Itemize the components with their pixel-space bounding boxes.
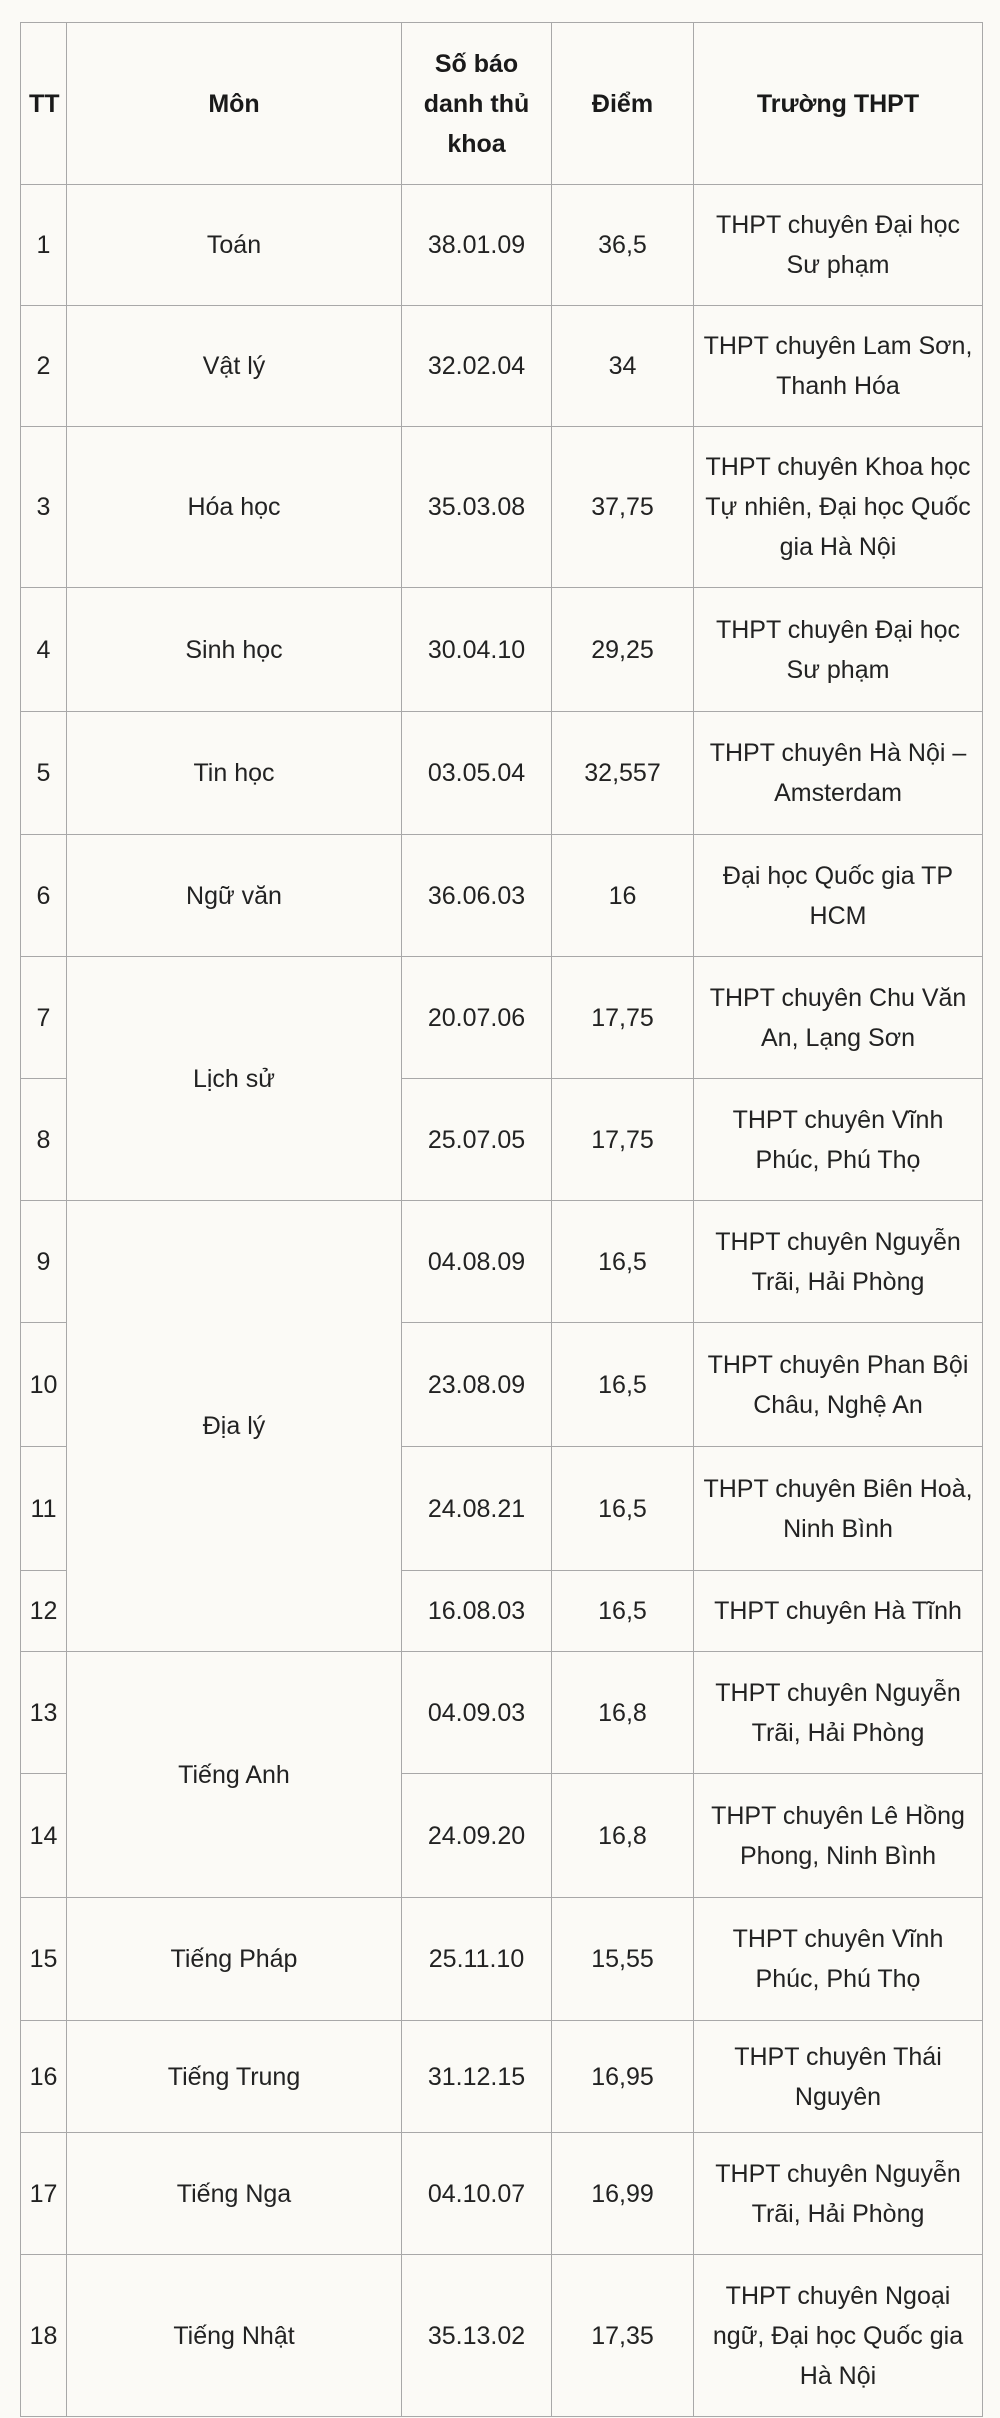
cell-sbd: 32.02.04 [402,306,552,427]
cell-sbd: 24.09.20 [402,1774,552,1898]
cell-sbd: 04.10.07 [402,2133,552,2255]
table-row [21,185,983,306]
cell-truong: THPT chuyên Thái Nguyên [694,2021,983,2133]
cell-sbd: 35.03.08 [402,427,552,588]
cell-sbd: 30.04.10 [402,588,552,712]
cell-tt: 3 [21,427,67,588]
table-row [21,1201,983,1323]
cell-mon: Ngữ văn [67,835,402,957]
cell-mon: Tiếng Nhật [67,2255,402,2417]
cell-truong: THPT chuyên Chu Văn An, Lạng Sơn [694,957,983,1079]
cell-diem: 17,75 [552,957,694,1079]
table-row [21,835,983,957]
cell-mon: Tiếng Pháp [67,1898,402,2021]
table-row [21,306,983,427]
cell-truong: THPT chuyên Phan Bội Châu, Nghệ An [694,1323,983,1447]
cell-diem: 29,25 [552,588,694,712]
cell-diem: 16,5 [552,1571,694,1652]
cell-mon: Lịch sử [67,957,402,1201]
cell-mon: Tiếng Trung [67,2021,402,2133]
cell-sbd: 16.08.03 [402,1571,552,1652]
cell-mon: Tiếng Anh [67,1652,402,1898]
cell-mon: Tiếng Nga [67,2133,402,2255]
cell-sbd: 31.12.15 [402,2021,552,2133]
cell-sbd: 25.07.05 [402,1079,552,1201]
cell-diem: 16,8 [552,1652,694,1774]
cell-tt: 15 [21,1898,67,2021]
cell-truong: THPT chuyên Nguyễn Trãi, Hải Phòng [694,2133,983,2255]
cell-sbd: 35.13.02 [402,2255,552,2417]
cell-tt: 13 [21,1652,67,1774]
header-truong: Trường THPT [694,23,983,185]
cell-diem: 16,8 [552,1774,694,1898]
table-row [21,427,983,588]
cell-truong: Đại học Quốc gia TP HCM [694,835,983,957]
cell-diem: 15,55 [552,1898,694,2021]
cell-truong: THPT chuyên Hà Nội – Amsterdam [694,712,983,835]
cell-sbd: 04.09.03 [402,1652,552,1774]
cell-tt: 14 [21,1774,67,1898]
cell-sbd: 24.08.21 [402,1447,552,1571]
table-row [21,1652,983,1774]
cell-diem: 34 [552,306,694,427]
cell-truong: THPT chuyên Khoa học Tự nhiên, Đại học Quốc gia Hà Nội [694,427,983,588]
cell-sbd: 36.06.03 [402,835,552,957]
cell-mon: Hóa học [67,427,402,588]
cell-diem: 16,5 [552,1447,694,1571]
cell-mon: Sinh học [67,588,402,712]
cell-tt: 7 [21,957,67,1079]
cell-truong: THPT chuyên Hà Tĩnh [694,1571,983,1652]
table-row [21,2021,983,2133]
cell-tt: 17 [21,2133,67,2255]
header-row [21,23,983,185]
cell-tt: 2 [21,306,67,427]
cell-diem: 17,75 [552,1079,694,1201]
cell-sbd: 38.01.09 [402,185,552,306]
table-row [21,588,983,712]
cell-tt: 5 [21,712,67,835]
cell-diem: 32,557 [552,712,694,835]
table-row [21,1898,983,2021]
cell-truong: THPT chuyên Đại học Sư phạm [694,185,983,306]
cell-truong: THPT chuyên Nguyễn Trãi, Hải Phòng [694,1201,983,1323]
cell-diem: 17,35 [552,2255,694,2417]
header-mon: Môn [67,23,402,185]
results-table [20,22,983,2417]
cell-diem: 16,99 [552,2133,694,2255]
cell-truong: THPT chuyên Đại học Sư phạm [694,588,983,712]
cell-tt: 11 [21,1447,67,1571]
table-row [21,957,983,1079]
cell-diem: 16,95 [552,2021,694,2133]
cell-tt: 18 [21,2255,67,2417]
cell-tt: 10 [21,1323,67,1447]
cell-diem: 16 [552,835,694,957]
header-sbd: Số báo danh thủ khoa [402,23,552,185]
cell-truong: THPT chuyên Vĩnh Phúc, Phú Thọ [694,1079,983,1201]
cell-truong: THPT chuyên Lam Sơn, Thanh Hóa [694,306,983,427]
cell-tt: 8 [21,1079,67,1201]
cell-diem: 16,5 [552,1323,694,1447]
cell-tt: 4 [21,588,67,712]
cell-truong: THPT chuyên Lê Hồng Phong, Ninh Bình [694,1774,983,1898]
cell-truong: THPT chuyên Biên Hoà, Ninh Bình [694,1447,983,1571]
cell-diem: 37,75 [552,427,694,588]
header-tt: TT [21,23,67,185]
cell-tt: 6 [21,835,67,957]
cell-sbd: 25.11.10 [402,1898,552,2021]
cell-sbd: 20.07.06 [402,957,552,1079]
table-row [21,712,983,835]
cell-truong: THPT chuyên Nguyễn Trãi, Hải Phòng [694,1652,983,1774]
header-diem: Điểm [552,23,694,185]
cell-mon: Tin học [67,712,402,835]
table-row [21,2255,983,2417]
cell-diem: 16,5 [552,1201,694,1323]
cell-tt: 1 [21,185,67,306]
cell-mon: Địa lý [67,1201,402,1652]
table-row [21,2133,983,2255]
cell-truong: THPT chuyên Ngoại ngữ, Đại học Quốc gia Hà Nội [694,2255,983,2417]
cell-sbd: 03.05.04 [402,712,552,835]
cell-diem: 36,5 [552,185,694,306]
cell-tt: 12 [21,1571,67,1652]
cell-tt: 9 [21,1201,67,1323]
cell-sbd: 23.08.09 [402,1323,552,1447]
cell-sbd: 04.08.09 [402,1201,552,1323]
cell-mon: Vật lý [67,306,402,427]
cell-mon: Toán [67,185,402,306]
cell-tt: 16 [21,2021,67,2133]
cell-truong: THPT chuyên Vĩnh Phúc, Phú Thọ [694,1898,983,2021]
